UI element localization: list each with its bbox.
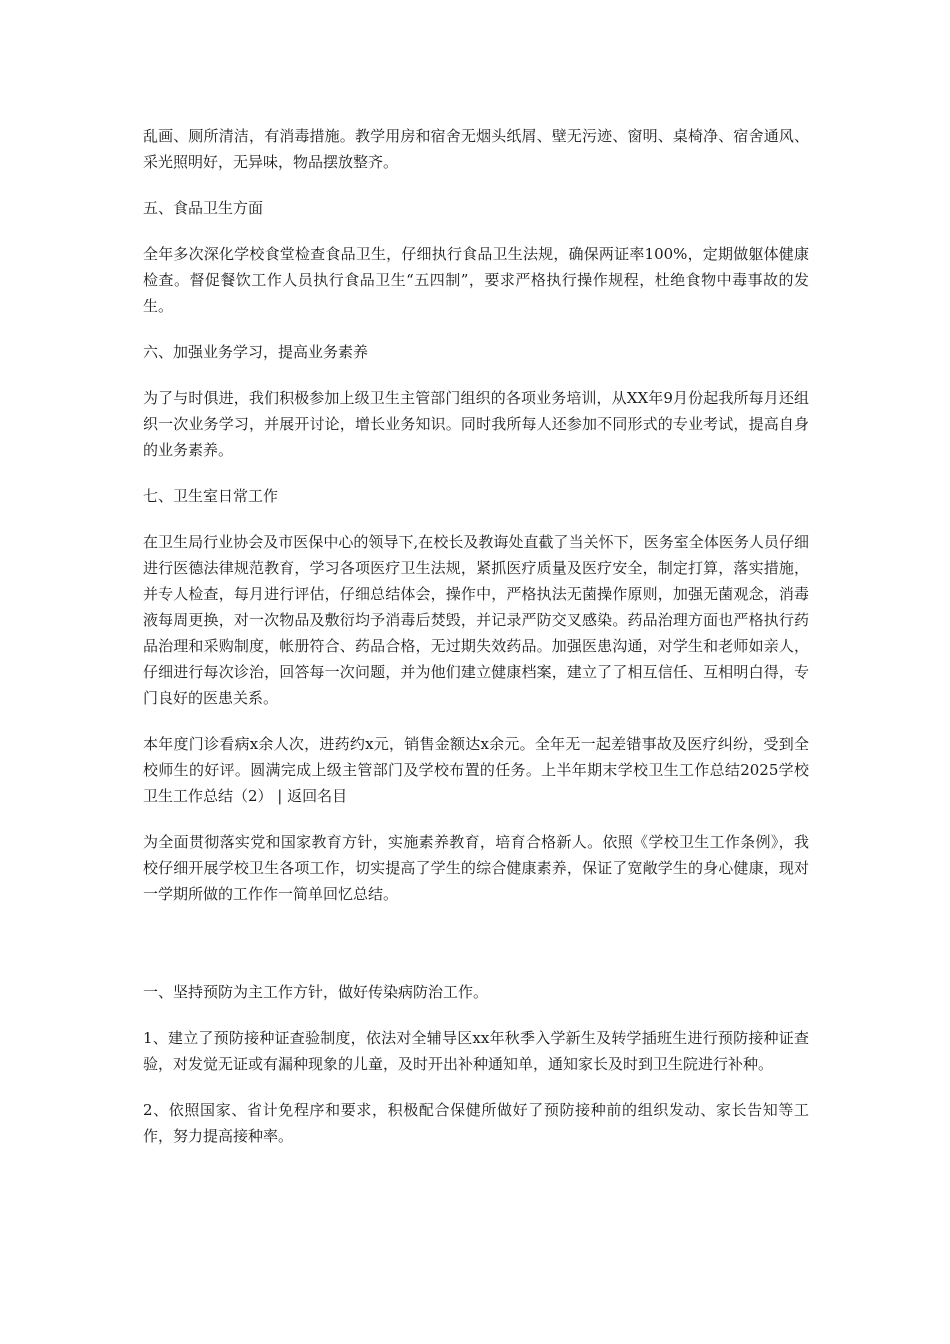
paragraph-food-hygiene: 全年多次深化学校食堂检查食品卫生，仔细执行食品卫生法规，确保两证率100%，定期做躯体健康检查。督促餐饮工作人员执行食品卫生“五四制”，要求严格执行操作规程，杜绝食物中毒事故的发生。 (143, 245, 809, 315)
paragraph-vaccination-check: 1、建立了预防接种证查验制度，依法对全辅导区xx年秋季入学新生及转学插班生进行预防接种证查验，对发觉无证或有漏种现象的儿童，及时开出补种通知单，通知家长及时到卫生院进行补种。 (143, 1029, 809, 1073)
heading-prevention-first: 一、坚持预防为主工作方针，做好传染病防治工作。 (143, 983, 489, 1001)
paragraph-clinic-daily-work: 在卫生局行业协会及市医保中心的领导下,在校长及教诲处直截了当关怀下，医务室全体医务人员仔细进行医德法律规范教育，学习各项医疗卫生法规，紧抓医疗质量及医疗安全，制定打算，落实措施，并专人检查，每月进行评估，仔细总结体会，操作中，严格执法无菌操作原则，加强无菌观念，消毒液每周更换，对一次物品及敷衍均予消毒后焚毁，并记录严防交叉感染。药品治理方面也严格执行药品治理和采购制度，帐册符合、药品合格，无过期失效药品。加强医患沟通，对学生和老师如亲人，仔细进行每次诊治，回答每一次问题，并为他们建立健康档案，建立了了相互信任、互相明白得，专门良好的医患关系。 (143, 533, 809, 707)
paragraph-semester-summary-intro: 为全面贯彻落实党和国家教育方针，实施素养教育，培育合格新人。依照《学校卫生工作条例》，我校仔细开展学校卫生各项工作，切实提高了学生的综合健康素养，保证了宽敞学生的身心健康，现对一学期所做的工作作一简单回忆总结。 (143, 833, 809, 903)
heading-food-hygiene: 五、食品卫生方面 (143, 199, 264, 217)
paragraph-business-study: 为了与时俱进，我们积极参加上级卫生主管部门组织的各项业务培训，从XX年9月份起我所每月还组织一次业务学习，并展开讨论，增长业务知识。同时我所每人还参加不同形式的专业考试，提高自身的业务素养。 (143, 389, 809, 459)
section-spacer (143, 927, 809, 979)
paragraph-dormitory-hygiene: 乱画、厕所清洁，有消毒措施。教学用房和宿舍无烟头纸屑、壁无污迹、窗明、桌椅净、宿舍通风、采光照明好，无异味，物品摆放整齐。 (143, 127, 809, 171)
heading-business-study: 六、加强业务学习，提高业务素养 (143, 343, 369, 361)
paragraph-vaccination-program: 2、依照国家、省计免程序和要求，积极配合保健所做好了预防接种前的组织发动、家长告知等工作，努力提高接种率。 (143, 1101, 809, 1145)
paragraph-annual-outpatient: 本年度门诊看病x余人次，进药约x元，销售金额达x余元。全年无一起差错事故及医疗纠纷，受到全校师生的好评。圆满完成上级主管部门及学校布置的任务。上半年期末学校卫生工作总结2025学校卫生工作总结（2） | 返回名目 (143, 735, 809, 805)
heading-clinic-daily-work: 七、卫生室日常工作 (143, 487, 279, 505)
